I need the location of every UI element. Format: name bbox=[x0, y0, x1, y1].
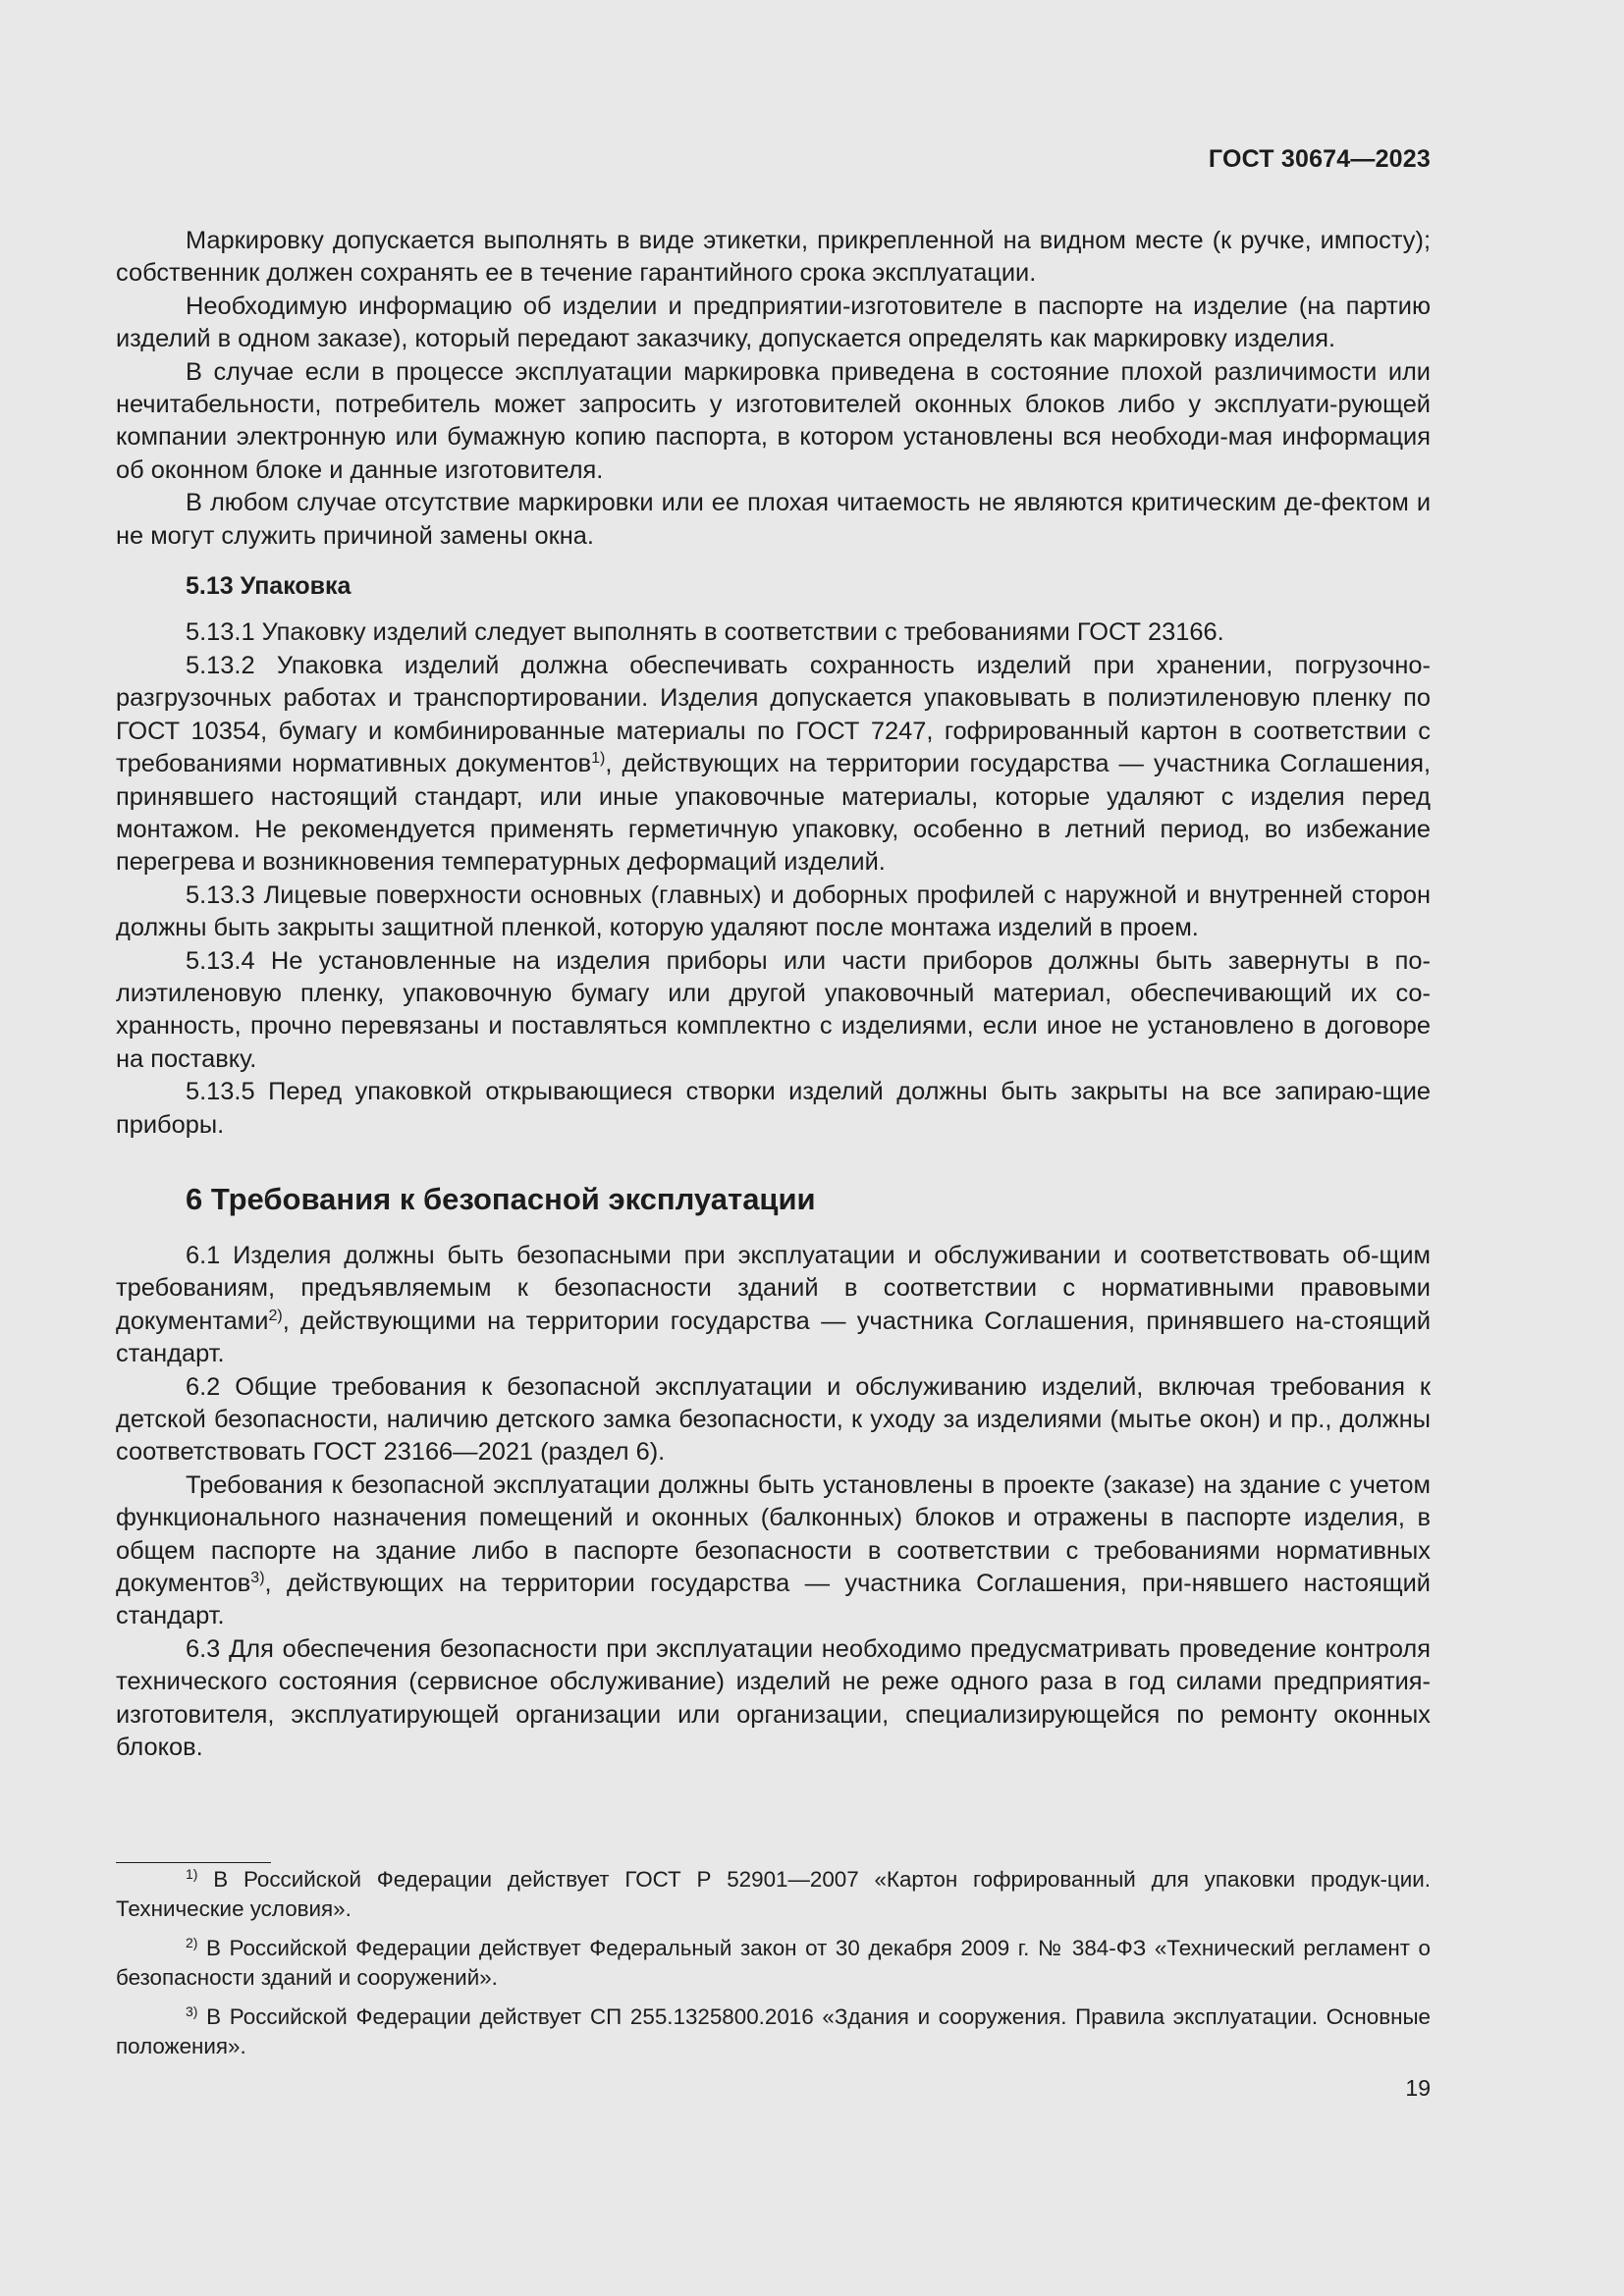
footnote-2-mark: 2) bbox=[186, 1935, 198, 1950]
clause-5-13-2 bbox=[116, 650, 1431, 880]
footnote-3-text: В Российской Федерации действует СП 255.1325800.2016 «Здания и сооружения. Правила эксплуатации. Основные положения». bbox=[116, 2004, 1431, 2058]
paragraph-marking-passport: Необходимую информацию об изделии и предприятии-изготовителе в паспорте на изделие (на партию изделий в одном заказе), который передают заказчику, допускается определять как маркировку изделия. bbox=[116, 292, 1431, 353]
footnote-3 bbox=[116, 2002, 1431, 2061]
document-body bbox=[116, 225, 1431, 1764]
clause-5-13-4: 5.13.4 Не установленные на изделия приборы или части приборов должны быть завернуты в по-лиэтиленовую пленку, упаковочную бумагу или другой упаковочный материал, обеспечивающий их со-хранность, прочно перевязаны и поставляться комплектно с изделиями, если иное не установлено в договоре на поставку. bbox=[116, 946, 1431, 1073]
footnote-1-text: В Российской Федерации действует ГОСТ Р 52901—2007 «Картон гофрированный для упаковки продук-ции. Технические условия». bbox=[116, 1867, 1431, 1921]
clause-6-1-text-b: , действующими на территории государства — участника Соглашения, принявшего на-стоящий стандарт. bbox=[116, 1307, 1431, 1368]
clause-6-2-requirements-text-b: , действующих на территории государства — участника Соглашения, при-нявшего настоящий стандарт. bbox=[116, 1570, 1431, 1630]
footnote-ref-3: 3) bbox=[250, 1570, 265, 1587]
clause-6-2-requirements bbox=[116, 1469, 1431, 1633]
footnote-separator bbox=[116, 1862, 271, 1863]
footnote-ref-2: 2) bbox=[268, 1307, 283, 1324]
footnote-1-mark: 1) bbox=[186, 1866, 198, 1882]
paragraph-marking-illegible: В случае если в процессе эксплуатации маркировка приведена в состояние плохой различимости или нечитабельности, потребитель может запросить у изготовителей оконных блоков либо у эксплуати-рующей компании электронную или бумажную копию паспорта, в котором установлены вся необходи-мая информация об оконном блоке и данные изготовителя. bbox=[116, 357, 1431, 484]
footnotes bbox=[116, 1865, 1431, 2071]
clause-6-1 bbox=[116, 1240, 1431, 1371]
document-page bbox=[116, 0, 1431, 2296]
clause-5-13-5: 5.13.5 Перед упаковкой открывающиеся створки изделий должны быть закрыты на все запираю-щие приборы. bbox=[116, 1078, 1431, 1139]
footnote-2-text: В Российской Федерации действует Федеральный закон от 30 декабря 2009 г. № 384-ФЗ «Технический регламент о безопасности зданий и сооружений». bbox=[116, 1936, 1431, 1990]
footnote-ref-1: 1) bbox=[591, 750, 606, 768]
clause-6-2-requirements-text-a: Требования к безопасной эксплуатации должны быть установлены в проекте (заказе) на здание с учетом функционального назначения помещений и оконных (балконных) блоков и отражены в паспорте изделия, в общем паспорте на здание либо в паспорте безопасности в соответствии с требованиями нормативных документов bbox=[116, 1470, 1431, 1598]
footnote-2 bbox=[116, 1934, 1431, 1993]
document-standard-id: ГОСТ 30674—2023 bbox=[1208, 145, 1431, 173]
paragraph-marking-not-critical: В любом случае отсутствие маркировки или ее плохая читаемость не являются критическим де-фектом и не могут служить причиной замены окна. bbox=[116, 489, 1431, 550]
clause-6-2: 6.2 Общие требования к безопасной эксплуатации и обслуживанию изделий, включая требования к детской безопасности, наличию детского замка безопасности, к уходу за изделиями (мытье окон) и пр., должны соответствовать ГОСТ 23166—2021 (раздел 6). bbox=[116, 1372, 1431, 1467]
clause-5-13-2-text-a: 5.13.2 Упаковка изделий должна обеспечивать сохранность изделий при хранении, погрузочно-разгрузочных работах и транспортировании. Изделия допускается упаковывать в полиэтиленовую пленку по ГОСТ 10354, бумагу и комбинированные материалы по ГОСТ 7247, гофрированный картон в соответствии с требованиями нормативных документов bbox=[116, 651, 1431, 778]
paragraph-marking-label: Маркировку допускается выполнять в виде этикетки, прикрепленной на видном месте (к ручке, импосту); собственник должен сохранять ее в течение гарантийного срока эксплуатации. bbox=[116, 227, 1431, 288]
subsection-heading-packaging: 5.13 Упаковка bbox=[186, 572, 352, 601]
clause-6-1-text-a: 6.1 Изделия должны быть безопасными при эксплуатации и обслуживании и соответствовать об-щим требованиям, предъявляемым к безопасности зданий в соответствии с нормативными правовыми документами bbox=[116, 1241, 1431, 1335]
section-heading-safe-operation: 6 Требования к безопасной эксплуатации bbox=[186, 1181, 816, 1216]
footnote-3-mark: 3) bbox=[186, 2003, 198, 2019]
footnote-1 bbox=[116, 1865, 1431, 1924]
clause-5-13-3: 5.13.3 Лицевые поверхности основных (главных) и доборных профилей с наружной и внутренней сторон должны быть закрыты защитной пленкой, которую удаляют после монтажа изделий в проем. bbox=[116, 881, 1431, 942]
clause-6-3: 6.3 Для обеспечения безопасности при эксплуатации необходимо предусматривать проведение контроля технического состояния (сервисное обслуживание) изделий не реже одного раза в год силами предприятия-изготовителя, эксплуатирующей организации или организации, специализирующейся по ремонту оконных блоков. bbox=[116, 1634, 1431, 1762]
page-number: 19 bbox=[1405, 2075, 1431, 2101]
clause-5-13-2-text-b: , действующих на территории государства — участника Соглашения, принявшего настоящий стандарт, или иные упаковочные материалы, которые удаляют с изделия перед монтажом. Не рекомендуется применять герметичную упаковку, особенно в летний период, во избежание перегрева и возникновения температурных деформаций изделий. bbox=[116, 750, 1431, 877]
clause-5-13-1: 5.13.1 Упаковку изделий следует выполнять в соответствии с требованиями ГОСТ 23166. bbox=[186, 618, 1224, 647]
